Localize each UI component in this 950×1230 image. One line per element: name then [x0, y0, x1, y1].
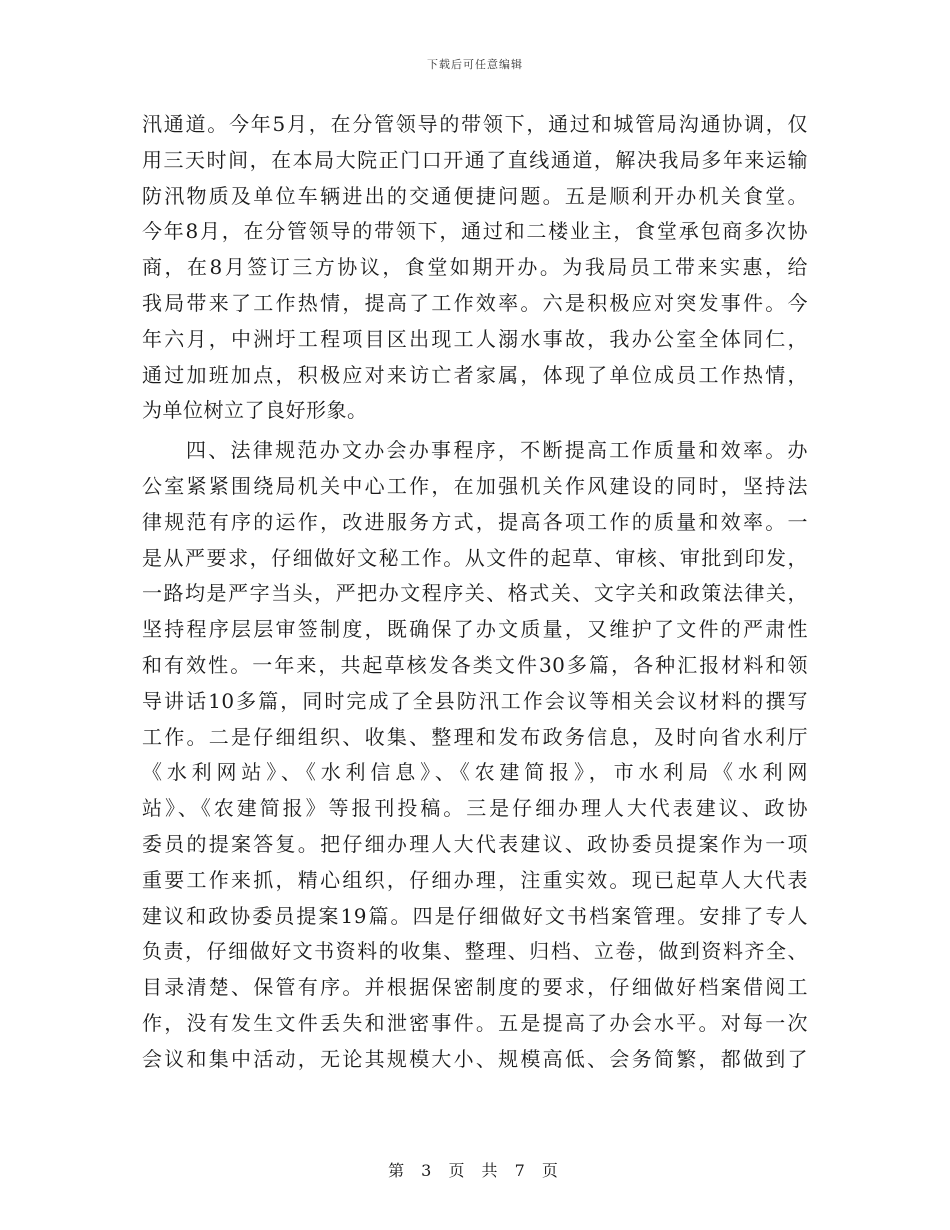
text-line: 《水利网站》、《水利信息》、《农建简报》，市水利局《水利网	[142, 760, 808, 785]
paragraph-1	[142, 107, 808, 429]
text-line: 工作。二是仔细组织、收集、整理和发布政务信息，及时向省水利厅	[142, 724, 808, 749]
page-header-note: 下载后可任意编辑	[427, 58, 523, 71]
text-line: 委员的提案答复。把仔细办理人大代表建议、政协委员提案作为一项	[142, 831, 808, 856]
text-line: 四、法律规范办文办会办事程序，不断提高工作质量和效率。办	[186, 438, 808, 463]
text-line: 我局带来了工作热情，提高了工作效率。六是积极应对突发事件。今	[142, 290, 808, 315]
text-line: 站》、《农建简报》等报刊投稿。三是仔细办理人大代表建议、政协	[142, 796, 808, 821]
text-line: 防汛物质及单位车辆进出的交通便捷问题。五是顺利开办机关食堂。	[142, 183, 808, 208]
paragraph-2	[142, 433, 808, 1077]
text-line: 坚持程序层层审签制度，既确保了办文质量，又维护了文件的严肃性	[142, 617, 808, 642]
text-line: 今年8月，在分管领导的带领下，通过和二楼业主，食堂承包商多次协	[142, 219, 808, 244]
text-line: 负责，仔细做好文书资料的收集、整理、归档、立卷，做到资料齐全、	[142, 939, 808, 964]
text-line: 和有效性。一年来，共起草核发各类文件30多篇，各种汇报材料和领	[142, 652, 808, 677]
text-line: 重要工作来抓，精心组织，仔细办理，注重实效。现已起草人大代表	[142, 867, 808, 892]
text-line: 作，没有发生文件丢失和泄密事件。五是提高了办会水平。对每一次	[142, 1010, 808, 1035]
page-number-footer: 第 3 页 共 7 页	[388, 1161, 562, 1180]
text-line: 律规范有序的运作，改进服务方式，提高各项工作的质量和效率。一	[142, 509, 808, 534]
text-line: 建议和政协委员提案19篇。四是仔细做好文书档案管理。安排了专人	[142, 903, 808, 928]
text-line: 目录清楚、保管有序。并根据保密制度的要求，仔细做好档案借阅工	[142, 975, 808, 1000]
text-line: 是从严要求，仔细做好文秘工作。从文件的起草、审核、审批到印发，	[142, 545, 808, 570]
text-line: 一路均是严字当头，严把办文程序关、格式关、文字关和政策法律关，	[142, 581, 808, 606]
text-line: 年六月，中洲圩工程项目区出现工人溺水事故，我办公室全体同仁，	[142, 326, 808, 351]
text-line: 导讲话10多篇，同时完成了全县防汛工作会议等相关会议材料的撰写	[142, 688, 808, 713]
text-line: 商，在8月签订三方协议，食堂如期开办。为我局员工带来实惠，给	[142, 255, 808, 280]
text-line: 汛通道。今年5月，在分管领导的带领下，通过和城管局沟通协调，仅	[142, 112, 808, 136]
text-line: 通过加班加点，积极应对来访亡者家属，体现了单位成员工作热情，	[142, 362, 808, 387]
text-line: 为单位树立了良好形象。	[142, 398, 368, 423]
document-body	[142, 107, 808, 1078]
text-line: 会议和集中活动，无论其规模大小、规模高低、会务简繁，都做到了	[142, 1046, 808, 1071]
text-line: 公室紧紧围绕局机关中心工作，在加强机关作风建设的同时，坚持法	[142, 473, 808, 498]
text-line: 用三天时间，在本局大院正门口开通了直线通道，解决我局多年来运输	[142, 147, 808, 172]
